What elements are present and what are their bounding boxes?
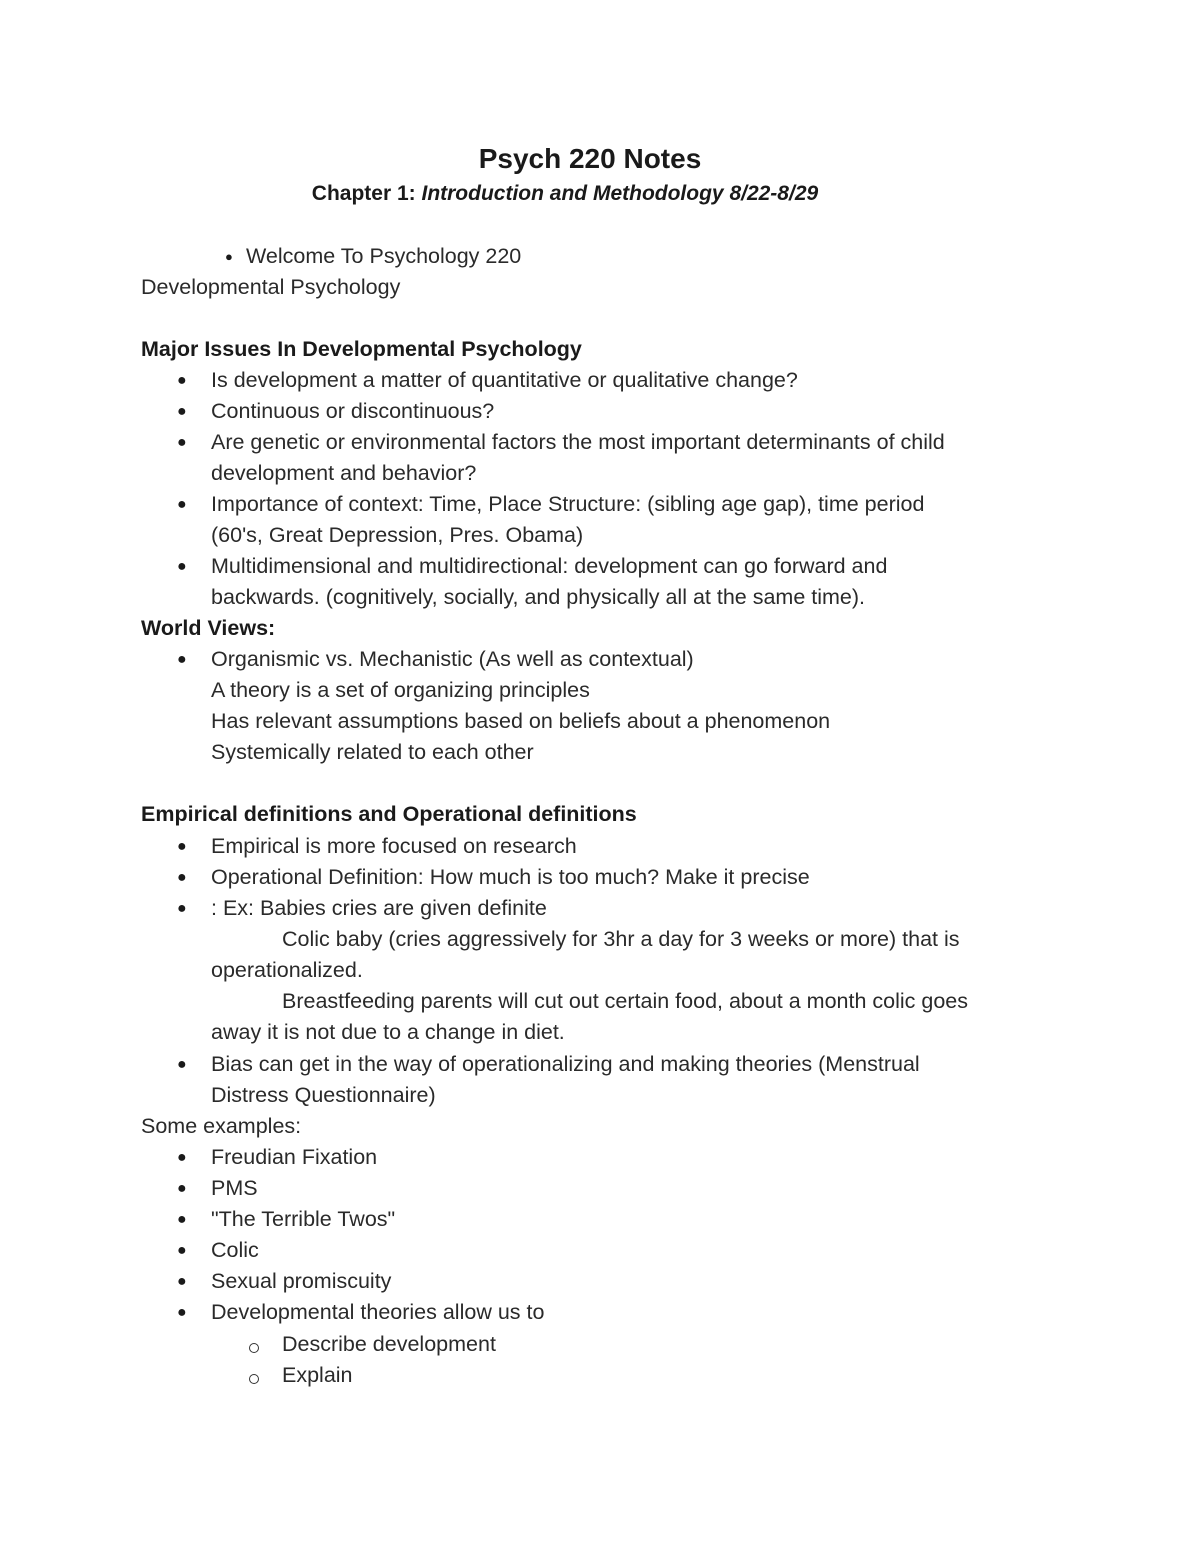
list-item: Freudian Fixation <box>211 1145 378 1169</box>
list-item: Is development a matter of quantitative or qualitative change? <box>211 368 798 392</box>
bullet-icon: ● <box>177 869 187 886</box>
bullet-icon: ● <box>177 372 187 389</box>
list-item-continued: Systemically related to each other <box>211 740 534 764</box>
list-item-continued: A theory is a set of organizing principles <box>211 678 590 702</box>
chapter-subtitle <box>0 179 1130 209</box>
list-item-continued: Distress Questionnaire) <box>211 1083 436 1107</box>
list-item: Operational Definition: How much is too much? Make it precise <box>211 865 810 889</box>
world-views-heading: World Views: <box>141 616 276 640</box>
page-title: Psych 220 Notes <box>478 143 702 174</box>
list-item-indented: Breastfeeding parents will cut out certain food, about a month colic goes <box>282 989 969 1013</box>
list-item: Bias can get in the way of operationalizing and making theories (Menstrual <box>211 1052 920 1076</box>
list-item-continued: backwards. (cognitively, socially, and physically all at the same time). <box>211 585 866 609</box>
circle-bullet-icon <box>249 1343 259 1353</box>
bullet-icon: ● <box>177 651 187 668</box>
bullet-icon: ● <box>177 1242 187 1259</box>
chapter-title: Introduction and Methodology 8/22-8/29 <box>421 182 819 205</box>
list-item: Multidimensional and multidirectional: development can go forward and <box>211 554 888 578</box>
bullet-icon: ● <box>177 403 187 420</box>
bullet-icon: ● <box>177 1273 187 1290</box>
examples-heading: Some examples: <box>141 1114 302 1138</box>
course-line: Developmental Psychology <box>141 275 401 299</box>
bullet-icon: ● <box>177 434 187 451</box>
list-item: Sexual promiscuity <box>211 1269 392 1293</box>
bullet-icon: ● <box>225 249 233 264</box>
bullet-icon: ● <box>177 1149 187 1166</box>
list-item-continued: away it is not due to a change in diet. <box>211 1020 565 1044</box>
bullet-icon: ● <box>177 1056 187 1073</box>
list-item: PMS <box>211 1176 258 1200</box>
circle-bullet-icon <box>249 1374 259 1384</box>
list-item: "The Terrible Twos" <box>211 1207 396 1231</box>
bullet-icon: ● <box>177 496 187 513</box>
list-item: Empirical is more focused on research <box>211 834 577 858</box>
bullet-icon: ● <box>177 1304 187 1321</box>
list-item: Continuous or discontinuous? <box>211 399 495 423</box>
list-item: Colic <box>211 1238 259 1262</box>
bullet-icon: ● <box>177 1211 187 1228</box>
list-item: Organismic vs. Mechanistic (As well as contextual) <box>211 647 694 671</box>
list-item: Developmental theories allow us to <box>211 1300 545 1324</box>
definitions-heading: Empirical definitions and Operational definitions <box>141 802 637 826</box>
list-item: Importance of context: Time, Place Structure: (sibling age gap), time period <box>211 492 925 516</box>
list-item: Are genetic or environmental factors the most important determinants of child <box>211 430 945 454</box>
list-item-continued: Has relevant assumptions based on beliefs about a phenomenon <box>211 709 831 733</box>
bullet-icon: ● <box>177 838 187 855</box>
bullet-icon: ● <box>177 900 187 917</box>
chapter-label: Chapter 1: <box>311 182 422 205</box>
list-item-continued: operationalized. <box>211 958 363 982</box>
bullet-icon: ● <box>177 558 187 575</box>
bullet-icon: ● <box>177 1180 187 1197</box>
list-item-continued: (60's, Great Depression, Pres. Obama) <box>211 523 584 547</box>
sub-list-item: Describe development <box>282 1332 496 1356</box>
welcome-line: Welcome To Psychology 220 <box>246 244 522 268</box>
list-item: : Ex: Babies cries are given definite <box>211 896 547 920</box>
list-item-indented: Colic baby (cries aggressively for 3hr a day for 3 weeks or more) that is <box>282 927 960 951</box>
major-issues-heading: Major Issues In Developmental Psychology <box>141 337 582 361</box>
sub-list-item: Explain <box>282 1363 353 1387</box>
list-item-continued: development and behavior? <box>211 461 477 485</box>
